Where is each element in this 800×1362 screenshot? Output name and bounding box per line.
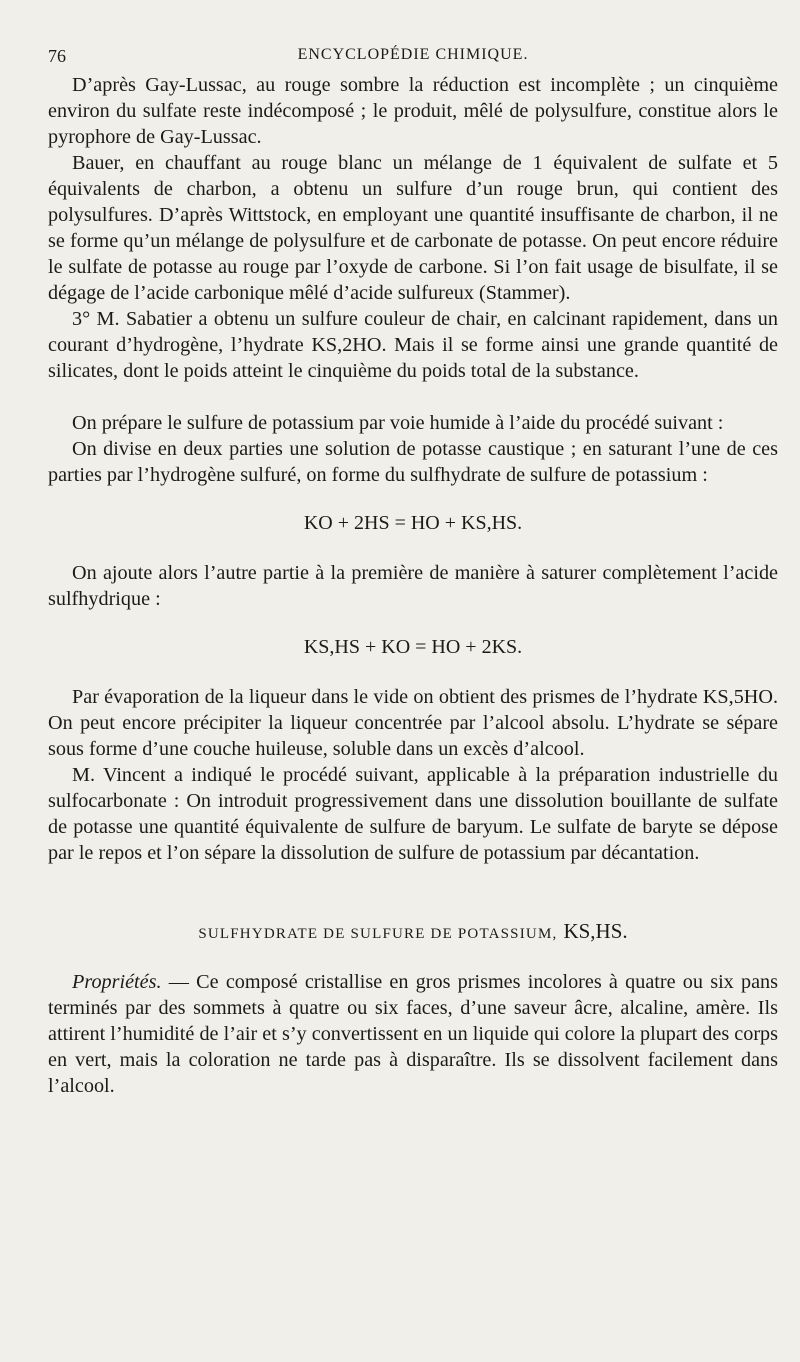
spacer [48,384,778,410]
chemical-equation: KS,HS + KO = HO + 2KS. [303,636,523,658]
chemical-equation: KO + 2HS = HO + KS,HS. [303,512,523,534]
page-header [48,40,778,70]
paragraph: M. Vincent a indiqué le procédé suivant, applicable à la préparation industrielle du sulfocarbonate : On introduit progressivement dans une dissolution bouillante de sulfate de potasse une quantité équivalente de sulfure de baryum. Le sulfate de baryte se dépose par le repos et l’on sépare la dissolution de sulfure de potassium par décantation. [48,764,778,864]
main-text [48,72,778,1099]
page-number: 76 [48,46,66,66]
paragraph: 3° M. Sabatier a obtenu un sulfure couleur de chair, en calcinant rapidement, dans un courant d’hydrogène, l’hydrate KS,2HO. Mais il se forme ainsi une grande quantité de silicates, dont le poids atteint le cinquième du poids total de la substance. [48,308,778,382]
section-heading-text: SULFHYDRATE DE SULFURE DE POTASSIUM, [198,926,558,942]
section-heading [48,918,778,947]
paragraph [48,969,778,1099]
paragraph: Bauer, en chauffant au rouge blanc un mélange de 1 équivalent de sulfate et 5 équivalents de charbon, a obtenu un sulfure d’un rouge brun, qui contient des polysulfures. D’après Wittstock, en employant une quantité insuffisante de charbon, il ne se forme qu’un mélange de polysulfure et de carbonate de potasse. On peut encore réduire le sulfate de potasse au rouge par l’oxyde de carbone. Si l’on fait usage de bisulfate, il se dégage de l’acide carbonique mêlé d’acide sulfureux (Stammer). [48,152,778,304]
paragraph-lead: Propriétés. [72,971,162,993]
paragraph: On prépare le sulfure de potassium par voie humide à l’aide du procédé suivant : [72,412,724,434]
paragraph: D’après Gay-Lussac, au rouge sombre la réduction est incomplète ; un cinquième environ du sulfate reste indécomposé ; le produit, mêlé de polysulfure, constitue alors le pyrophore de Gay-Lussac. [48,74,778,148]
paragraph: On ajoute alors l’autre partie à la première de manière à saturer complètement l’acide sulfhydrique : [48,562,778,610]
running-title: ENCYCLOPÉDIE CHIMIQUE. [297,46,529,63]
paragraph: Par évaporation de la liqueur dans le vide on obtient des prismes de l’hydrate KS,5HO. On peut encore précipiter la liqueur concentrée par l’alcool absolu. L’hydrate se sépare sous forme d’une couche huileuse, soluble dans un excès d’alcool. [48,686,778,760]
paragraph: On divise en deux parties une solution de potasse caustique ; en saturant l’une de ces parties par l’hydrogène sulfuré, on forme du sulfhydrate de sulfure de potassium : [48,438,778,486]
section-heading-formula: KS,HS. [563,919,628,943]
paragraph-text: — Ce composé cristallise en gros prismes incolores à quatre ou six pans terminés par des sommets à quatre ou six faces, d’une saveur âcre, alcaline, amère. Ils attirent l’humidité de l’air et s’y convertissent en un liquide qui colore la plupart des corps en vert, mais la coloration ne tarde pas à disparaître. Ils se dissolvent facilement dans l’alcool. [48,971,778,1097]
